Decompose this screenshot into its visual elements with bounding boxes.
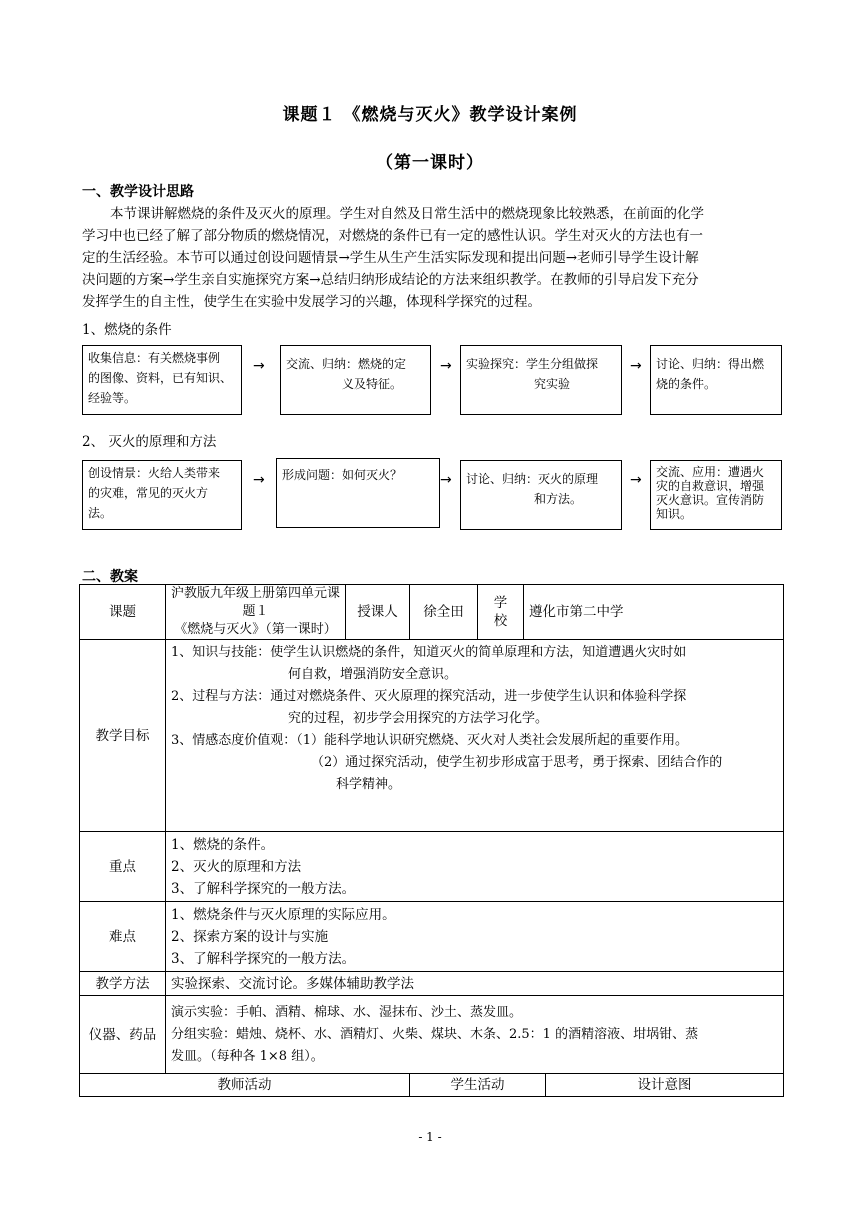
box-line: 义及特征。 bbox=[342, 377, 403, 391]
goals-label: 教学目标 bbox=[80, 640, 166, 832]
school-label-line: 学 bbox=[493, 595, 508, 611]
flow2-box-apply bbox=[650, 460, 782, 530]
table-row bbox=[80, 832, 784, 902]
table-row bbox=[80, 972, 784, 996]
arrow-icon: → bbox=[253, 472, 265, 488]
box-line: 交流、归纳：燃烧的定 bbox=[286, 357, 407, 371]
page-subtitle: （第一课时） bbox=[376, 153, 484, 173]
arrow-icon: → bbox=[630, 472, 642, 488]
goal-line: 3、情感态度价值观：（1）能科学地认识研究燃烧、灭火对人类社会发展所起的重要作用。 bbox=[171, 733, 689, 748]
flow1-label: 1、燃烧的条件 bbox=[82, 322, 172, 338]
section-heading-plan: 二、教案 bbox=[82, 569, 138, 585]
method-label: 教学方法 bbox=[80, 972, 166, 996]
paragraph-line: 学习中也已经了解了部分物质的燃烧情况，对燃烧的条件已有一定的感性认识。学生对灭火的方法也有一 bbox=[82, 228, 703, 244]
flow2-box-scenario bbox=[82, 460, 242, 530]
goal-line: 究的过程，初步学会用探究的方法学习化学。 bbox=[288, 711, 549, 726]
method-value: 实验探索、交流讨论。多媒体辅助教学法 bbox=[166, 972, 784, 996]
arrow-icon: → bbox=[253, 358, 265, 374]
difficulty-points bbox=[166, 902, 784, 972]
topic-label: 课题 bbox=[80, 585, 166, 640]
flow2-label: 2、 灭火的原理和方法 bbox=[82, 434, 217, 450]
flow2-box-discuss bbox=[460, 460, 622, 530]
arrow-icon: → bbox=[440, 472, 452, 488]
difficulty-label: 难点 bbox=[80, 902, 166, 972]
goals-value bbox=[166, 640, 784, 832]
teacher-value: 徐全田 bbox=[410, 585, 478, 640]
design-paragraph bbox=[82, 203, 782, 313]
box-line: 烧的条件。 bbox=[656, 377, 717, 391]
box-line: 收集信息：有关燃烧事例 bbox=[88, 351, 221, 365]
equipment-value bbox=[166, 996, 784, 1074]
flow1-box-exchange bbox=[280, 345, 431, 415]
col-teacher-activity: 教师活动 bbox=[80, 1074, 410, 1097]
difficulty-point: 3、了解科学探究的一般方法。 bbox=[171, 950, 356, 967]
difficulty-point: 1、燃烧条件与灭火原理的实际应用。 bbox=[171, 906, 396, 923]
flow1-box-discuss bbox=[650, 345, 782, 415]
topic-line: 沪教版九年级上册第四单元课题１ bbox=[171, 586, 341, 619]
box-line: 实验探究：学生分组做探 bbox=[466, 357, 599, 371]
topic-line: 《燃烧与灭火》（第一课时） bbox=[174, 622, 337, 637]
teacher-label: 授课人 bbox=[346, 585, 410, 640]
table-row bbox=[80, 640, 784, 832]
box-line: 灭火意识。宣传消防 bbox=[656, 493, 765, 507]
equipment-line: 发皿。（每种各 1×8 组）。 bbox=[171, 1048, 324, 1064]
school-label bbox=[478, 585, 524, 640]
flow1-box-experiment bbox=[460, 345, 622, 415]
equipment-line: 演示实验：手帕、酒精、棉球、水、湿抹布、沙土、蒸发皿。 bbox=[171, 1004, 523, 1020]
box-line: 究实验 bbox=[534, 377, 571, 391]
box-line: 交流、应用：遭遇火 bbox=[656, 465, 765, 479]
arrow-icon: → bbox=[440, 358, 452, 374]
box-line: 的图像、资料，已有知识、 bbox=[88, 371, 233, 385]
goal-line: 科学精神。 bbox=[336, 777, 402, 792]
goal-line: 何自救，增强消防安全意识。 bbox=[288, 667, 458, 682]
box-line: 创设情景：火给人类带来 bbox=[88, 466, 221, 480]
school-value: 遵化市第二中学 bbox=[524, 585, 784, 640]
table-row bbox=[80, 996, 784, 1074]
school-label-line: 校 bbox=[493, 613, 508, 629]
col-student-activity: 学生活动 bbox=[410, 1074, 546, 1097]
goal-line: （2）通过探究活动，使学生初步形成富于思考，勇于探索、团结合作的 bbox=[311, 755, 723, 770]
box-line: 讨论、归纳：得出燃 bbox=[656, 357, 765, 371]
key-points bbox=[166, 832, 784, 902]
key-point: 2、灭火的原理和方法 bbox=[171, 858, 302, 875]
box-line: 经验等。 bbox=[88, 391, 137, 405]
page-number: - 1 - bbox=[418, 1130, 442, 1144]
box-line: 讨论、归纳：灭火的原理 bbox=[466, 472, 599, 486]
difficulty-point: 2、探索方案的设计与实施 bbox=[171, 928, 329, 945]
box-line: 知识。 bbox=[656, 507, 693, 521]
table-row bbox=[80, 902, 784, 972]
table-row bbox=[80, 585, 784, 640]
goal-line: 2、过程与方法：通过对燃烧条件、灭火原理的探究活动，进一步使学生认识和体验科学探 bbox=[171, 689, 687, 704]
key-point: 3、了解科学探究的一般方法。 bbox=[171, 880, 356, 897]
goal-line: 1、知识与技能：使学生认识燃烧的条件，知道灭火的简单原理和方法，知道遭遇火灾时如 bbox=[171, 645, 687, 660]
equipment-line: 分组实验：蜡烛、烧杯、水、酒精灯、火柴、煤块、木条、2.5：1 的酒精溶液、坩埚钳、蒸 bbox=[171, 1026, 699, 1042]
box-line: 灾的自救意识，增强 bbox=[656, 479, 765, 493]
flow1-box-collect bbox=[82, 345, 242, 415]
box-line: 法。 bbox=[88, 506, 113, 520]
key-point: 1、燃烧的条件。 bbox=[171, 836, 275, 853]
arrow-icon: → bbox=[630, 358, 642, 374]
flow2-box-question bbox=[276, 458, 440, 528]
section-heading-design: 一、教学设计思路 bbox=[82, 184, 194, 200]
topic-value bbox=[166, 585, 346, 640]
paragraph-line: 定的生活经验。本节可以通过创设问题情景→学生从生产生活实际发现和提出问题→老师引导学生设计解 bbox=[82, 250, 699, 266]
col-design-intent: 设计意图 bbox=[546, 1074, 784, 1097]
box-line: 的灾难，常见的灭火方 bbox=[88, 486, 209, 500]
lesson-plan-table bbox=[79, 584, 784, 1097]
paragraph-line: 本节课讲解燃烧的条件及灭火的原理。学生对自然及日常生活中的燃烧现象比较熟悉，在前面的化学 bbox=[110, 206, 704, 222]
paragraph-line: 决问题的方案→学生亲自实施探究方案→总结归纳形成结论的方法来组织教学。在教师的引导启发下充分 bbox=[82, 272, 699, 288]
table-header-row bbox=[80, 1074, 784, 1097]
box-line: 形成问题：如何灭火？ bbox=[282, 468, 403, 482]
key-label: 重点 bbox=[80, 832, 166, 902]
page-title: 课题１ 《燃烧与灭火》教学设计案例 bbox=[282, 105, 578, 125]
box-line: 和方法。 bbox=[534, 492, 583, 506]
paragraph-line: 发挥学生的自主性，使学生在实验中发展学习的兴趣，体现科学探究的过程。 bbox=[82, 294, 541, 310]
equipment-label: 仪器、药品 bbox=[80, 996, 166, 1074]
